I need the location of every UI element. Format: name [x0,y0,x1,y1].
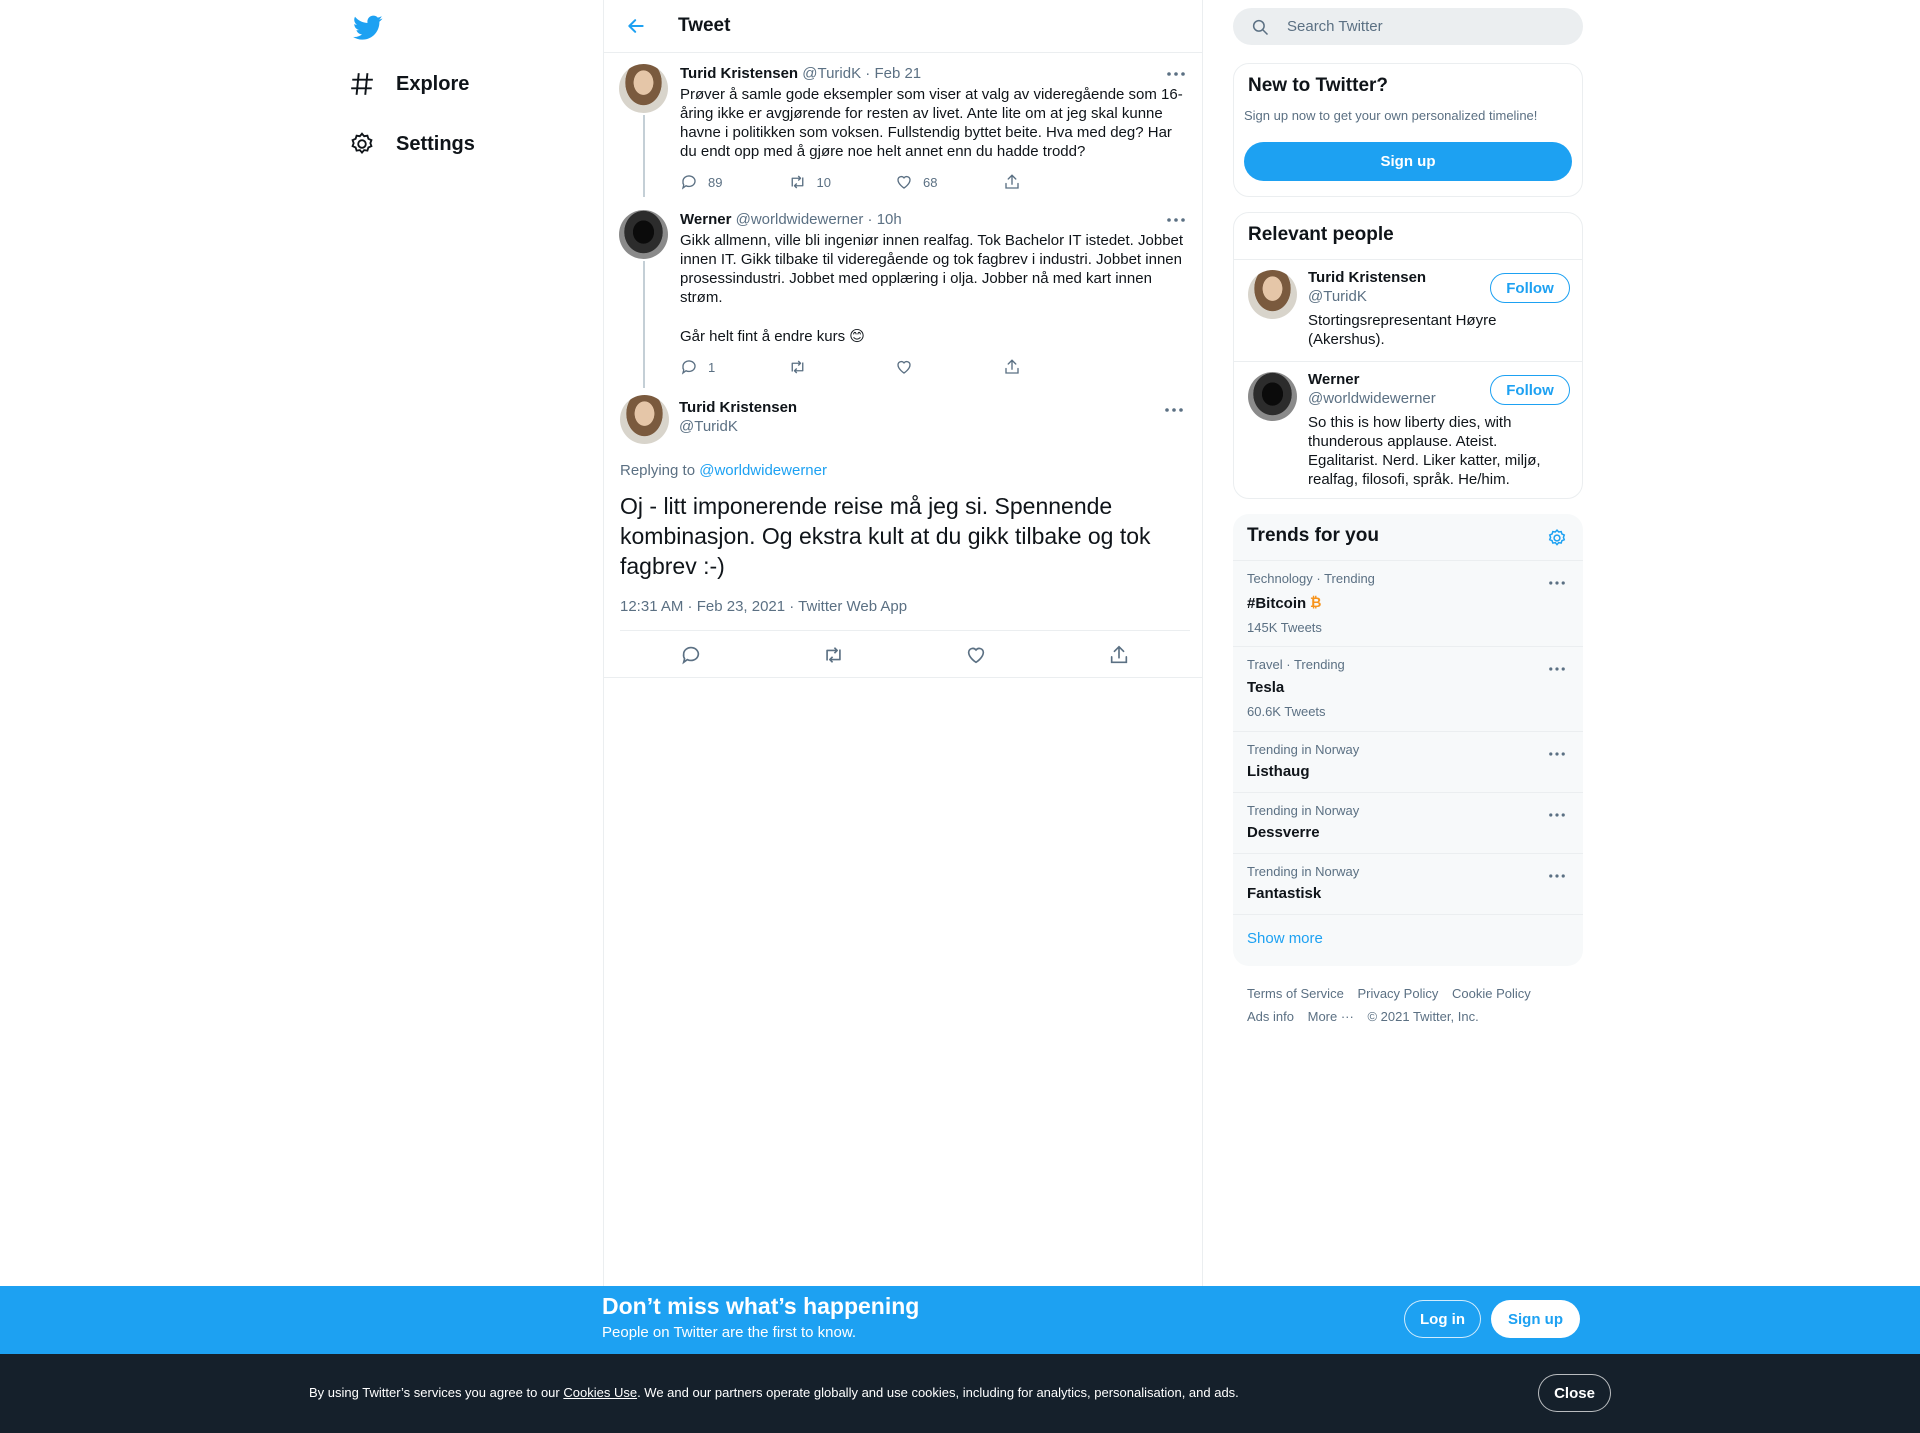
banner-title: Don’t miss what’s happening [602,1293,920,1319]
tweet-timestamp[interactable]: 12:31 AM · Feb 23, 2021 · Twitter Web App [620,598,1190,631]
tweet-header-line [680,210,1186,230]
sign-up-button[interactable]: Sign up [1491,1300,1580,1338]
tweet-header [604,0,1202,53]
footer-links [1247,982,1577,1028]
author-name[interactable]: Turid Kristensen [679,399,798,416]
show-more-link[interactable]: Show more [1247,930,1323,947]
person-name[interactable]: Werner [1308,371,1360,388]
main-tweet-header [620,394,1186,444]
more-dots-icon [1167,72,1185,76]
replying-to [620,462,1186,479]
trend-name [1247,594,1323,612]
divider [604,677,1202,678]
tweet-text: Prøver å samle gode eksempler som viser at valg av videregående som 16-åring ikke er avgjørende for resten av livet. Ante lite om at jeg skal kunne havne i politikken som voksen. Fullstendig byttet beite. Hva med deg? Har du endt opp med å gjøre noe helt annet enn du hadde trodd? [680,86,1183,160]
nav-label: Settings [396,132,475,155]
main-tweet-text: Oj - litt imponerende reise må jeg si. Spennende kombinasjon. Og ekstra kult at du gikk tilbake og tok fagbrev :-) [620,493,1151,579]
privacy-link[interactable]: Privacy Policy [1357,986,1439,1001]
more-dots-icon [1549,667,1565,671]
retweet-icon [788,173,807,191]
person-bio: So this is how liberty dies, with thunderous applause. Ateist. Egalitarist. Nerd. Liker katter, miljø, realfag, filosofi, språk. He/him. [1308,414,1541,488]
cookies-use-link[interactable]: Cookies Use [563,1385,638,1400]
author-name[interactable]: Turid Kristensen [680,65,799,82]
card-title: Relevant people [1248,224,1394,245]
share-icon [1003,358,1021,376]
person-bio: Stortingsrepresentant Høyre (Akershus). [1308,312,1497,348]
card-title: New to Twitter? [1248,75,1389,96]
tweet-time[interactable]: · Feb 21 [865,65,922,82]
cookie-notice [309,1385,1239,1400]
gear-icon [348,130,376,158]
retweet-button[interactable] [788,358,896,376]
search-icon [1251,17,1271,37]
trend-item[interactable] [1233,646,1583,732]
main-tweet-actions [620,631,1190,679]
avatar[interactable] [1248,372,1297,421]
author-handle[interactable]: @worldwidewerner [735,211,864,228]
trend-context: Trending in Norway [1247,803,1360,818]
trend-context: Trending in Norway [1247,864,1360,879]
reply-count: 89 [708,174,723,190]
trend-tweet-count: 145K Tweets [1247,620,1322,635]
tweet-header-line [680,64,1186,84]
cookie-policy-link[interactable]: Cookie Policy [1451,986,1531,1001]
person-name[interactable]: Turid Kristensen [1308,269,1427,286]
signup-banner [0,1286,1920,1354]
card-subtitle: Sign up now to get your own personalized timeline! [1244,108,1538,123]
log-in-button[interactable]: Log in [1404,1300,1481,1338]
tweet-actions [680,358,1110,376]
trend-more-button[interactable] [1545,866,1569,886]
trend-context: Trending in Norway [1247,742,1360,757]
trend-name-text: #Bitcoin [1247,595,1307,612]
author-handle[interactable]: @TuridK [802,65,862,82]
more-dots-icon [1167,218,1185,222]
heart-icon [895,173,913,191]
card-title: Trends for you [1247,525,1379,546]
reply-icon [680,173,698,191]
thread-tweet[interactable] [604,64,1202,194]
trend-more-button[interactable] [1545,744,1569,764]
person-item[interactable] [1234,259,1583,360]
tweet-text: Gikk allmenn, ville bli ingeniør innen realfag. Tok Bachelor IT istedet. Jobbet innen IT. Gikk tilbake til videregående og tok fagbrev i industri. Jobbet innen prosessindustri. Jobbet med opplæring i olja. Jobber nå med kart innen strøm. [680,232,1184,306]
more-dots-icon [1549,581,1565,585]
thread-connector [643,115,645,197]
reply-icon [680,644,702,666]
trend-tweet-count: 60.6K Tweets [1247,704,1326,719]
new-to-twitter-card [1233,63,1583,197]
more-options-button[interactable] [1162,400,1186,420]
tweet-actions [680,173,1110,191]
retweet-icon [822,644,845,666]
gear-icon [1547,528,1567,548]
more-link[interactable]: More ··· [1307,1009,1354,1024]
more-dots-icon [1549,813,1565,817]
nav-item-settings[interactable] [348,119,475,169]
heart-icon [895,358,913,376]
avatar[interactable] [620,395,669,444]
sign-up-button[interactable]: Sign up [1244,142,1572,181]
like-button[interactable] [956,635,996,675]
more-options-button[interactable] [1164,64,1188,84]
share-button[interactable] [1003,173,1111,191]
retweet-icon [788,358,807,376]
trend-more-button[interactable] [1545,659,1569,679]
person-handle[interactable]: @worldwidewerner [1308,390,1436,407]
trend-more-button[interactable] [1545,805,1569,825]
share-button[interactable] [1099,635,1139,675]
like-button[interactable] [895,173,1003,191]
thread-tweet[interactable] [604,210,1202,386]
trend-more-button[interactable] [1545,573,1569,593]
reply-button[interactable] [680,358,788,376]
back-arrow-icon [626,16,646,36]
twitter-logo-icon[interactable] [348,11,388,45]
more-dots-icon [1549,874,1565,878]
back-button[interactable] [618,8,654,44]
thread-connector [643,261,645,388]
avatar[interactable] [619,64,668,113]
share-icon [1003,173,1021,191]
author-handle[interactable]: @TuridK [679,418,738,435]
tweet-text-continued: Går helt fint å endre kurs 😊 [680,328,865,345]
follow-button[interactable]: Follow [1490,375,1570,405]
page-title: Tweet [678,15,731,36]
main-tweet [604,394,1202,679]
nav-label: Explore [396,72,470,95]
search-bar[interactable] [1233,8,1583,45]
trends-card [1233,514,1583,966]
hashtag-icon [348,70,376,98]
share-icon [1108,644,1130,666]
author-name[interactable]: Werner [680,211,732,228]
trend-context: Travel · Trending [1247,657,1345,672]
cookie-text-suffix: . We and our partners operate globally and use cookies, including for analytics, personalisation, and ads. [637,1385,1239,1400]
trend-context: Technology · Trending [1247,571,1375,586]
person-handle[interactable]: @TuridK [1308,288,1367,305]
reply-button[interactable] [671,635,711,675]
replying-to-link[interactable]: @worldwidewerner [699,462,827,479]
trend-item[interactable] [1233,560,1583,646]
trend-item[interactable] [1233,853,1583,915]
copyright: © 2021 Twitter, Inc. [1367,1009,1479,1024]
trend-item[interactable] [1233,731,1583,792]
reply-button[interactable] [680,173,788,191]
more-dots-icon [1165,408,1183,412]
cookie-text-prefix: By using Twitter’s services you agree to our [309,1385,560,1400]
svg-text:₿: ₿ [1310,595,1322,610]
share-button[interactable] [1003,358,1111,376]
replying-label: Replying to [620,462,696,479]
avatar[interactable] [619,210,668,259]
retweet-button[interactable] [814,635,854,675]
bitcoin-icon [1309,594,1323,610]
trend-name: Dessverre [1247,824,1320,841]
ads-info-link[interactable]: Ads info [1247,1009,1294,1024]
tweet-time[interactable]: · 10h [867,211,902,228]
like-count: 68 [923,174,938,190]
retweet-count: 10 [816,174,831,190]
trend-name: Fantastisk [1247,885,1322,902]
reply-icon [680,358,698,376]
banner-subtitle: People on Twitter are the first to know. [602,1324,857,1341]
heart-icon [965,644,987,666]
more-dots-icon [1549,752,1565,756]
trend-name: Listhaug [1247,763,1310,780]
trend-name: Tesla [1247,679,1285,696]
search-input[interactable] [1287,18,1557,35]
nav-item-explore[interactable] [348,59,469,109]
retweet-button[interactable] [788,173,896,191]
trends-settings-button[interactable] [1545,526,1569,550]
more-options-button[interactable] [1164,210,1188,230]
cookie-banner [0,1354,1920,1433]
avatar[interactable] [1248,270,1297,319]
like-button[interactable] [895,358,1003,376]
trend-item[interactable] [1233,792,1583,853]
close-button[interactable]: Close [1538,1374,1611,1412]
tweet-column [603,0,1203,1290]
follow-button[interactable]: Follow [1490,273,1570,303]
reply-count: 1 [708,359,716,375]
terms-link[interactable]: Terms of Service [1247,986,1344,1001]
person-item[interactable] [1234,361,1583,499]
relevant-people-card [1233,212,1583,499]
